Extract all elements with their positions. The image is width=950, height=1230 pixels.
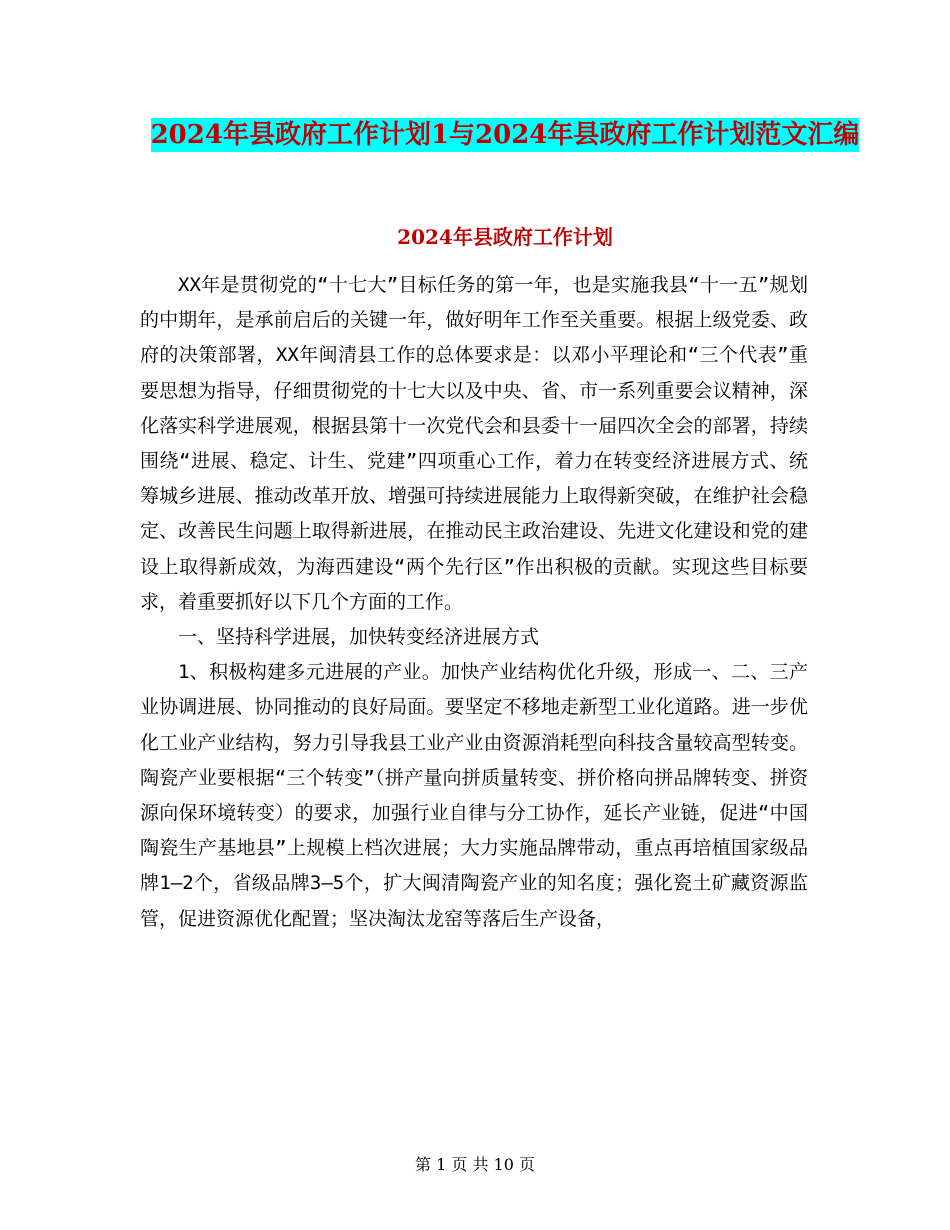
paragraph-heading-1: 一、坚持科学进展，加快转变经济进展方式 (178, 626, 540, 649)
document-title-highlight: 2024年县政府工作计划1与2024年县政府工作计划范文汇编 (150, 120, 860, 150)
paragraph-item-1: 1、积极构建多元进展的产业。加快产业结构优化升级，形成一、二、三产业协调进展、协同推动的良好局面。要坚定不移地走新型工业化道路。进一步优化工业产业结构，努力引导我县工业产业由资源消耗型向科技含量较高型转变。陶瓷产业要根据“三个转变”（拼产量向拼质量转变、拼价格向拼品牌转变、拼资源向保环境转变）的要求，加强行业自律与分工协作，延长产业链，促进“中国陶瓷生产基地县”上规模上档次进展；大力实施品牌带动，重点再培植国家级品牌1—2个，省级品牌3—5个，扩大闽清陶瓷产业的知名度；强化瓷土矿藏资源监管，促进资源优化配置；坚决淘汰龙窑等落后生产设备， (140, 661, 808, 930)
section-title: 2024年县政府工作计划 (397, 225, 613, 249)
paragraph-intro: XX年是贯彻党的“十七大”目标任务的第一年，也是实施我县“十一五”规划的中期年，是承前启后的关键一年，做好明年工作至关重要。根据上级党委、政府的决策部署，XX年闽清县工作的总体要求是：以邓小平理论和“三个代表”重要思想为指导，仔细贯彻党的十七大以及中央、省、市一系列重要会议精神，深化落实科学进展观，根据县第十一次党代会和县委十一届四次全会的部署，持续围绕“进展、稳定、计生、党建”四项重心工作，着力在转变经济进展方式、统筹城乡进展、推动改革开放、增强可持续进展能力上取得新突破，在维护社会稳定、改善民生问题上取得新进展，在推动民主政治建设、先进文化建设和党的建设上取得新成效，为海西建设“两个先行区”作出积极的贡献。实现这些目标要求，着重要抓好以下几个方面的工作。 (140, 274, 808, 613)
page-footer: 第 1 页 共 10 页 (415, 1155, 535, 1174)
body-text (140, 268, 808, 937)
document-title (140, 112, 870, 158)
